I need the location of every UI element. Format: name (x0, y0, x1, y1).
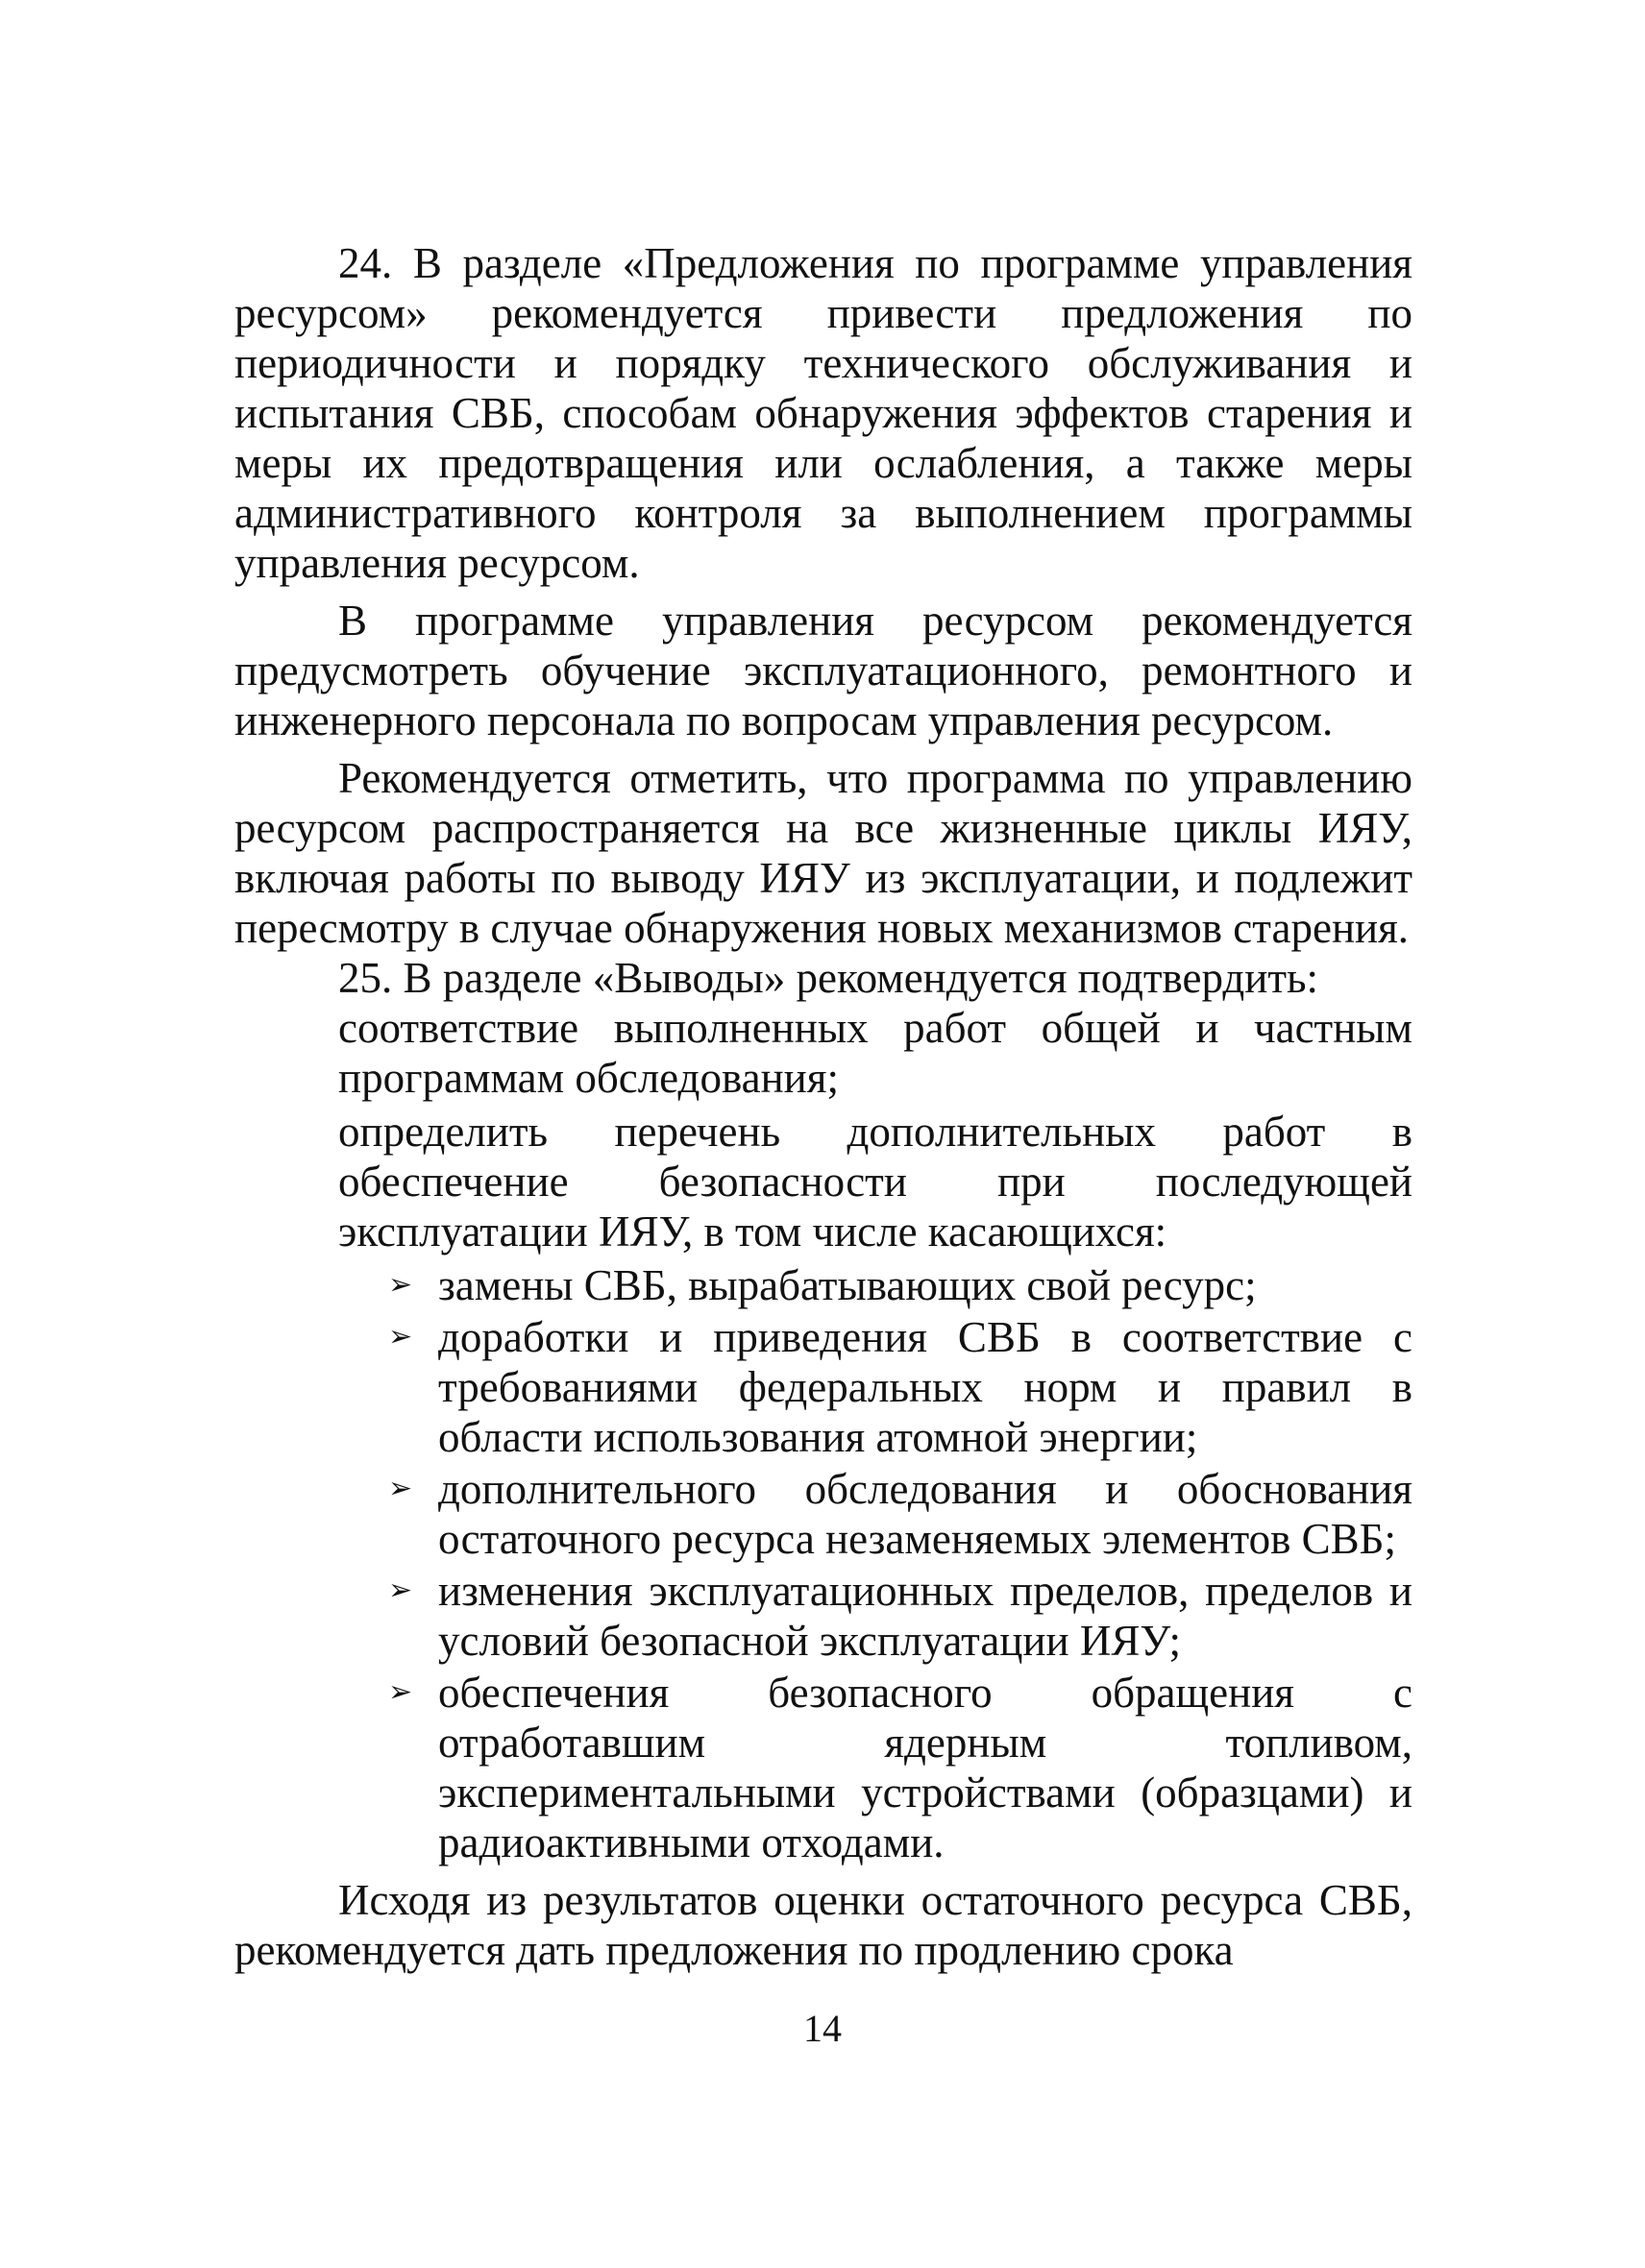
list-item (388, 1464, 1412, 1564)
list-item (388, 1312, 1412, 1462)
paragraph-closing: Исходя из результатов оценки остаточного ресурса СВБ, рекомендуется дать предложения по продлению срока (234, 1876, 1412, 1974)
page-number: 14 (803, 2007, 842, 2050)
list-item-text: обеспечения безопасного обращения с отработавшим ядерным топливом, экспериментальными устройствами (образцами) и радиоактивными отходами. (438, 1669, 1412, 1866)
list-item-text: доработки и приведения СВБ в соответствие с требованиями федеральных норм и правил в области использования атомной энергии; (438, 1313, 1412, 1461)
arrow-bullet-icon: ➢ (388, 1574, 413, 1606)
arrow-bullet-icon: ➢ (388, 1321, 413, 1353)
paragraph-training: В программе управления ресурсом рекомендуется предусмотреть обучение эксплуатационного, ремонтного и инженерного персонала по вопросам управления ресурсом. (234, 597, 1412, 744)
paragraph-scope: Рекомендуется отметить, что программа по управлению ресурсом распространяется на все жизненные циклы ИЯУ, включая работы по выводу ИЯУ из эксплуатации, и подлежит пересмотру в случае обнаружения новых механизмов старения. (234, 754, 1412, 952)
list-item (388, 1260, 1412, 1310)
arrow-bullet-icon: ➢ (388, 1473, 413, 1504)
list-item-text: изменения эксплуатационных пределов, пределов и условий безопасной эксплуатации ИЯУ; (438, 1567, 1412, 1665)
arrow-bullet-icon: ➢ (388, 1676, 413, 1708)
arrow-bullet-icon: ➢ (388, 1269, 413, 1301)
paragraph-25-item-1: соответствие выполненных работ общей и частным программам обследования; (338, 1004, 1412, 1102)
paragraph-24: 24. В разделе «Предложения по программе управления ресурсом» рекомендуется привести предложения по периодичности и порядку технического обслуживания и испытания СВБ, способам обнаружения эффектов старения и меры их предотвращения или ослабления, а также меры административного контроля за выполнением программы управления ресурсом. (234, 239, 1412, 587)
list-item-text: дополнительного обследования и обоснования остаточного ресурса незаменяемых элементов СВБ; (438, 1465, 1412, 1563)
document-page (234, 238, 1412, 1975)
concerns-list (234, 1260, 1412, 1867)
list-item (388, 1566, 1412, 1666)
list-item (388, 1668, 1412, 1867)
paragraph-25: 25. В разделе «Выводы» рекомендуется подтвердить: (338, 954, 1319, 1002)
list-item-text: замены СВБ, вырабатывающих свой ресурс; (438, 1261, 1257, 1309)
paragraph-25-item-2: определить перечень дополнительных работ в обеспечение безопасности при последующей эксплуатации ИЯУ, в том числе касающихся: (338, 1108, 1412, 1256)
